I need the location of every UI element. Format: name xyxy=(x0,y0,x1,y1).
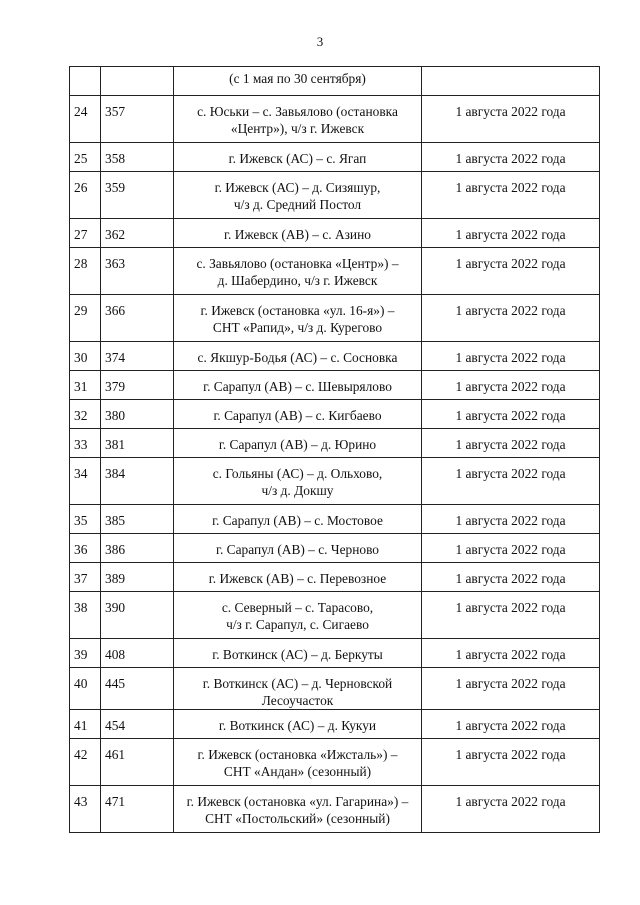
cell-route: 385 xyxy=(101,505,174,534)
cell-number: 32 xyxy=(70,400,101,429)
cell-route-name xyxy=(174,592,422,639)
cell-route: 379 xyxy=(101,371,174,400)
table-row xyxy=(70,248,600,295)
cell-route-name xyxy=(174,739,422,786)
table-row xyxy=(70,143,600,172)
route-name-line: Лесоучасток xyxy=(261,693,334,708)
route-name-line: СНТ «Рапид», ч/з д. Курегово xyxy=(212,320,383,335)
cell-date: 1 августа 2022 года xyxy=(422,143,600,172)
cell-route-name xyxy=(174,219,422,248)
cell-route-name xyxy=(174,786,422,833)
cell-route: 389 xyxy=(101,563,174,592)
cell-number: 25 xyxy=(70,143,101,172)
cell-route: 359 xyxy=(101,172,174,219)
table-row xyxy=(70,400,600,429)
cell-route: 362 xyxy=(101,219,174,248)
cell-number: 26 xyxy=(70,172,101,219)
cell-number: 30 xyxy=(70,342,101,371)
cell-route-name xyxy=(174,668,422,710)
cell-number: 36 xyxy=(70,534,101,563)
cell-route: 380 xyxy=(101,400,174,429)
cell-route-name xyxy=(174,295,422,342)
cell-route-name xyxy=(174,458,422,505)
cell-date: 1 августа 2022 года xyxy=(422,295,600,342)
cell-route: 366 xyxy=(101,295,174,342)
cell-route: 408 xyxy=(101,639,174,668)
cell-date: 1 августа 2022 года xyxy=(422,668,600,710)
table-row xyxy=(70,739,600,786)
cell-route-name xyxy=(174,710,422,739)
cell-route-name: (с 1 мая по 30 сентября) xyxy=(174,67,422,96)
cell-route: 471 xyxy=(101,786,174,833)
route-name-line: с. Юськи – с. Завьялово (остановка xyxy=(197,104,398,119)
route-name-line: г. Сарапул (АВ) – с. Черново xyxy=(216,542,379,557)
cell-number: 43 xyxy=(70,786,101,833)
table-row xyxy=(70,219,600,248)
route-name-line: с. Завьялово (остановка «Центр») – xyxy=(196,256,399,271)
cell-number: 40 xyxy=(70,668,101,710)
cell-date: 1 августа 2022 года xyxy=(422,534,600,563)
cell-date: 1 августа 2022 года xyxy=(422,710,600,739)
cell-route-name xyxy=(174,96,422,143)
cell-number: 34 xyxy=(70,458,101,505)
cell-route: 374 xyxy=(101,342,174,371)
cell-date: 1 августа 2022 года xyxy=(422,371,600,400)
cell-date: 1 августа 2022 года xyxy=(422,786,600,833)
route-name-line: г. Воткинск (АС) – д. Кукуи xyxy=(218,718,377,733)
cell-date: 1 августа 2022 года xyxy=(422,739,600,786)
table-row xyxy=(70,592,600,639)
table-row xyxy=(70,563,600,592)
table-row xyxy=(70,172,600,219)
route-name-line: ч/з д. Средний Постол xyxy=(233,197,362,212)
table-row xyxy=(70,639,600,668)
route-name-line: г. Сарапул (АВ) – с. Шевырялово xyxy=(203,379,392,394)
cell-route-name xyxy=(174,143,422,172)
cell-number: 28 xyxy=(70,248,101,295)
cell-number xyxy=(70,67,101,96)
route-name-line: «Центр»), ч/з г. Ижевск xyxy=(230,121,365,136)
route-name-line: ч/з г. Сарапул, с. Сигаево xyxy=(226,617,369,632)
cell-date xyxy=(422,67,600,96)
cell-date: 1 августа 2022 года xyxy=(422,248,600,295)
route-name-line: г. Ижевск (остановка «ул. Гагарина») – xyxy=(186,794,409,809)
continuation-row xyxy=(70,67,600,96)
route-name-line: с. Якшур-Бодья (АС) – с. Сосновка xyxy=(197,350,398,365)
cell-number: 39 xyxy=(70,639,101,668)
cell-route-name xyxy=(174,248,422,295)
route-name-line: с. Северный – с. Тарасово, xyxy=(221,600,374,615)
table-row xyxy=(70,710,600,739)
cell-number: 29 xyxy=(70,295,101,342)
cell-route: 381 xyxy=(101,429,174,458)
cell-number: 27 xyxy=(70,219,101,248)
routes-table-body xyxy=(70,67,600,833)
route-name-line: г. Сарапул (АВ) – с. Кигбаево xyxy=(213,408,382,423)
cell-number: 41 xyxy=(70,710,101,739)
cell-date: 1 августа 2022 года xyxy=(422,639,600,668)
cell-route: 358 xyxy=(101,143,174,172)
cell-route: 386 xyxy=(101,534,174,563)
cell-route: 384 xyxy=(101,458,174,505)
cell-route: 357 xyxy=(101,96,174,143)
route-name-line: г. Ижевск (АВ) – с. Азино xyxy=(224,227,371,242)
cell-date: 1 августа 2022 года xyxy=(422,96,600,143)
cell-date: 1 августа 2022 года xyxy=(422,592,600,639)
table-row xyxy=(70,429,600,458)
cell-route: 454 xyxy=(101,710,174,739)
cell-number: 38 xyxy=(70,592,101,639)
table-row xyxy=(70,342,600,371)
route-name-line: ч/з д. Докшу xyxy=(261,483,334,498)
cell-route: 461 xyxy=(101,739,174,786)
table-row xyxy=(70,96,600,143)
table-row xyxy=(70,458,600,505)
table-row xyxy=(70,534,600,563)
cell-date: 1 августа 2022 года xyxy=(422,400,600,429)
table-row xyxy=(70,786,600,833)
cell-route-name xyxy=(174,400,422,429)
route-name-line: г. Ижевск (АС) – с. Ягап xyxy=(228,151,367,166)
cell-date: 1 августа 2022 года xyxy=(422,563,600,592)
route-name-line: г. Воткинск (АС) – д. Беркуты xyxy=(212,647,383,662)
cell-date: 1 августа 2022 года xyxy=(422,172,600,219)
cell-route-name xyxy=(174,534,422,563)
route-name-line: г. Ижевск (остановка «ул. 16-я») – xyxy=(200,303,395,318)
cell-date: 1 августа 2022 года xyxy=(422,458,600,505)
cell-route: 445 xyxy=(101,668,174,710)
cell-number: 42 xyxy=(70,739,101,786)
cell-route: 363 xyxy=(101,248,174,295)
cell-number: 33 xyxy=(70,429,101,458)
cell-number: 31 xyxy=(70,371,101,400)
route-name-line: г. Сарапул (АВ) – д. Юрино xyxy=(218,437,377,452)
cell-route-name xyxy=(174,429,422,458)
route-name-line: г. Ижевск (АВ) – с. Перевозное xyxy=(208,571,387,586)
cell-date: 1 августа 2022 года xyxy=(422,505,600,534)
cell-date: 1 августа 2022 года xyxy=(422,342,600,371)
cell-route-name xyxy=(174,505,422,534)
route-name-line: г. Воткинск (АС) – д. Черновской xyxy=(202,676,393,691)
route-name-line: г. Ижевск (АС) – д. Сизяшур, xyxy=(214,180,381,195)
page-number: 3 xyxy=(316,34,324,49)
cell-date: 1 августа 2022 года xyxy=(422,429,600,458)
cell-route-name xyxy=(174,371,422,400)
cell-number: 37 xyxy=(70,563,101,592)
cell-route-name xyxy=(174,172,422,219)
table-row xyxy=(70,505,600,534)
table-row xyxy=(70,371,600,400)
cell-route-name xyxy=(174,563,422,592)
table-row xyxy=(70,668,600,710)
route-name-line: г. Сарапул (АВ) – с. Мостовое xyxy=(212,513,383,528)
cell-number: 35 xyxy=(70,505,101,534)
route-name-line: г. Ижевск (остановка «Ижсталь») – xyxy=(197,747,398,762)
routes-table xyxy=(69,66,600,833)
route-name-line: СНТ «Андан» (сезонный) xyxy=(223,764,372,779)
cell-route: 390 xyxy=(101,592,174,639)
route-name-line: д. Шабердино, ч/з г. Ижевск xyxy=(217,273,378,288)
table-row xyxy=(70,295,600,342)
cell-date: 1 августа 2022 года xyxy=(422,219,600,248)
route-name-line: СНТ «Постольский» (сезонный) xyxy=(205,811,390,826)
cell-route-name xyxy=(174,639,422,668)
cell-number: 24 xyxy=(70,96,101,143)
cell-route xyxy=(101,67,174,96)
route-name-line: с. Гольяны (АС) – д. Ольхово, xyxy=(212,466,383,481)
cell-route-name xyxy=(174,342,422,371)
